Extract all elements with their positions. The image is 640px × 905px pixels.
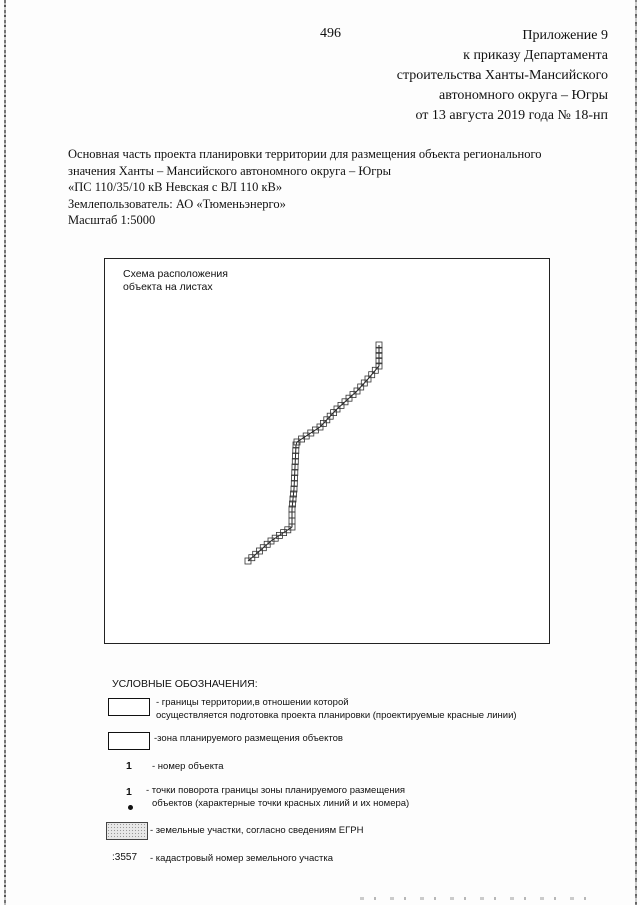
- legend-text: - земельные участки, согласно сведениям ЕГРН: [150, 825, 364, 836]
- legend-text: - кадастровый номер земельного участка: [150, 853, 334, 864]
- legend-title: УСЛОВНЫЕ ОБОЗНАЧЕНИЯ:: [112, 678, 258, 690]
- route-sheets-svg: [105, 259, 549, 643]
- cadastral-number-symbol: :3557: [112, 852, 138, 863]
- placement-zone-symbol: [108, 732, 150, 750]
- map-scale: Масштаб 1:5000: [68, 213, 156, 227]
- land-user: Землепользователь: АО «Тюменьэнерго»: [68, 196, 286, 211]
- turning-point-number: 1: [126, 786, 132, 798]
- turning-point-dot-icon: [128, 805, 133, 810]
- title-line: Основная часть проекта планировки территории для размещения объекта регионального: [68, 147, 542, 161]
- header-line: автономного округа – Югры: [439, 88, 608, 103]
- page-number: 496: [320, 26, 341, 41]
- layout-scheme-map: [104, 258, 550, 644]
- power-line-route: [248, 345, 379, 561]
- legend-text-line: объектов (характерные точки красных линий и их номера): [152, 798, 410, 809]
- header-line: Приложение 9: [522, 28, 608, 43]
- appendix-header: [397, 26, 608, 126]
- scan-artifact: [360, 897, 600, 900]
- title-line: значения Ханты – Мансийского автономного округа – Югры: [68, 163, 391, 178]
- legend-text-line: - точки поворота границы зоны планируемого размещения: [146, 785, 406, 796]
- legend-text: - номер объекта: [152, 761, 224, 772]
- legend-text-line: - границы территории,в отношении которой: [156, 697, 349, 708]
- sheet-index-group: [245, 342, 382, 564]
- turning-point-symbol: [126, 786, 133, 810]
- map-caption-line: объекта на листах: [123, 281, 213, 293]
- header-line: от 13 августа 2019 года № 18-нп: [415, 108, 608, 123]
- title-line: «ПС 110/35/10 кВ Невская с ВЛ 110 кВ»: [68, 180, 283, 194]
- legend-text: -зона планируемого размещения объектов: [154, 733, 343, 744]
- scan-edge-right: [635, 0, 637, 905]
- territory-boundary-symbol: [108, 698, 150, 716]
- legend-text: [146, 784, 409, 810]
- header-line: к приказу Департамента: [463, 48, 608, 63]
- legend-text: [156, 696, 517, 722]
- object-number-symbol: 1: [126, 760, 132, 772]
- land-plot-hatch-symbol: [106, 822, 148, 840]
- map-caption-line: Схема расположения: [123, 268, 228, 280]
- scan-edge-left: [4, 0, 6, 905]
- legend-text-line: осуществляется подготовка проекта планировки (проектируемые красные линии): [156, 710, 517, 721]
- document-title: [68, 146, 588, 229]
- header-line: строительства Ханты-Мансийского: [396, 68, 608, 83]
